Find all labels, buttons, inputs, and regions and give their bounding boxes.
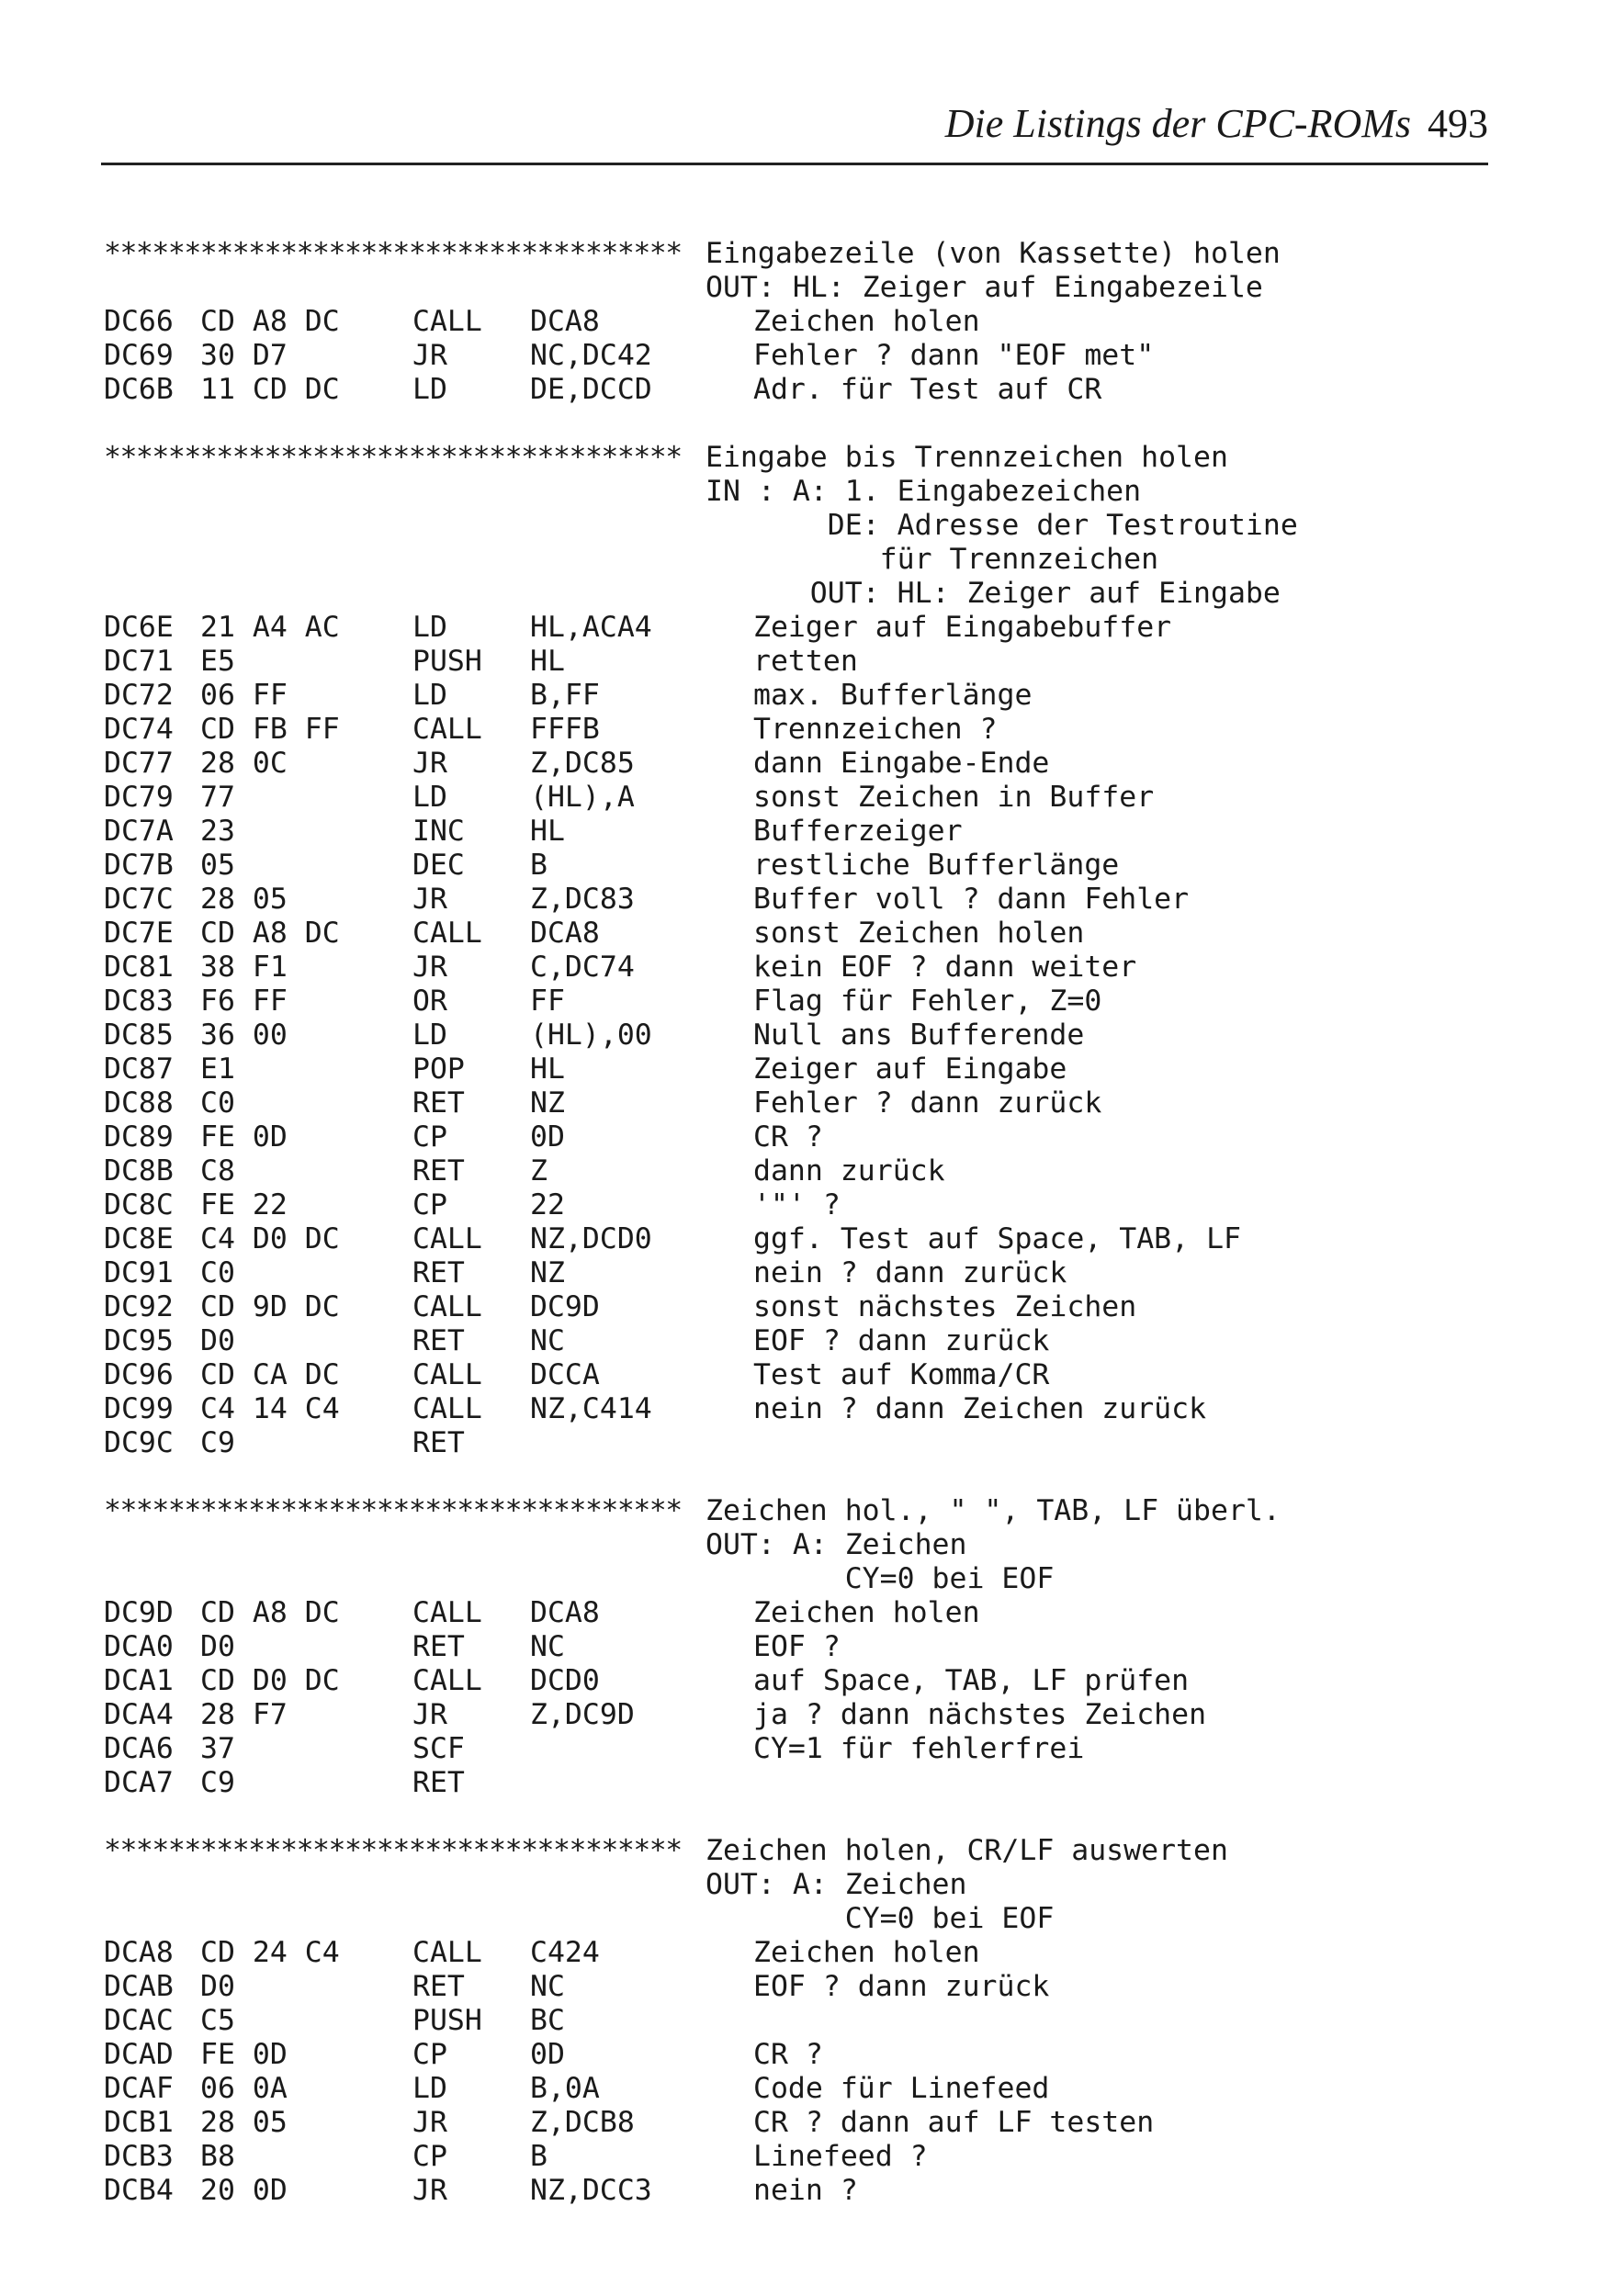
opcode-bytes: F6 FF: [200, 985, 288, 1018]
running-title: [945, 96, 1488, 152]
code-line: [104, 2140, 1500, 2174]
mnemonic: CALL: [412, 917, 482, 950]
comment: Zeichen holen: [753, 1596, 980, 1629]
code-line: [104, 1732, 1500, 1766]
address: DC85: [104, 1019, 174, 1052]
operand: DC9D: [530, 1290, 600, 1323]
mnemonic: LD: [412, 373, 447, 406]
opcode-bytes: CD CA DC: [200, 1358, 340, 1391]
address: DC9D: [104, 1596, 174, 1629]
address: DC7A: [104, 815, 174, 848]
address: DCA4: [104, 1698, 174, 1731]
opcode-bytes: FE 0D: [200, 2038, 288, 2071]
routine-description: Eingabezeile (von Kassette) holen: [706, 237, 1281, 270]
code-line: [104, 1222, 1500, 1256]
comment: ja ? dann nächstes Zeichen: [753, 1698, 1207, 1731]
opcode-bytes: C8: [200, 1154, 235, 1187]
mnemonic: CALL: [412, 1222, 482, 1255]
routine-header-line: [104, 1562, 1500, 1596]
code-line: [104, 645, 1500, 679]
assembler-listing: [104, 237, 1500, 2208]
code-line: [104, 1392, 1500, 1426]
comment: sonst nächstes Zeichen: [753, 1290, 1137, 1323]
address: DCAD: [104, 2038, 174, 2071]
mnemonic: CP: [412, 2038, 447, 2071]
operand: 0D: [530, 1120, 565, 1154]
opcode-bytes: CD A8 DC: [200, 917, 340, 950]
mnemonic: CALL: [412, 1290, 482, 1323]
address: DC8C: [104, 1188, 174, 1221]
comment: kein EOF ? dann weiter: [753, 951, 1137, 984]
operand: B: [530, 849, 548, 882]
comment: Linefeed ?: [753, 2140, 928, 2173]
code-line: [104, 1766, 1500, 1800]
code-line: [104, 1970, 1500, 2004]
opcode-bytes: 28 05: [200, 2106, 288, 2139]
address: DC77: [104, 747, 174, 780]
comment: Zeiger auf Eingabebuffer: [753, 611, 1172, 644]
comment: CR ?: [753, 1120, 823, 1154]
comment: Null ans Bufferende: [753, 1019, 1085, 1052]
comment: Bufferzeiger: [753, 815, 963, 848]
routine-description: OUT: HL: Zeiger auf Eingabe: [706, 577, 1281, 610]
mnemonic: JR: [412, 2174, 447, 2207]
opcode-bytes: C4 D0 DC: [200, 1222, 340, 1255]
routine-description: CY=0 bei EOF: [706, 1902, 1055, 1935]
address: DC7E: [104, 917, 174, 950]
comment: Adr. für Test auf CR: [753, 373, 1102, 406]
code-line: [104, 747, 1500, 781]
address: DC88: [104, 1086, 174, 1120]
address: DC92: [104, 1290, 174, 1323]
mnemonic: CALL: [412, 1596, 482, 1629]
opcode-bytes: D0: [200, 1970, 235, 2003]
code-line: [104, 985, 1500, 1019]
code-line: [104, 849, 1500, 883]
routine-header-line: [104, 475, 1500, 509]
opcode-bytes: 28 0C: [200, 747, 288, 780]
comment: dann Eingabe-Ende: [753, 747, 1050, 780]
address: DC91: [104, 1256, 174, 1289]
chapter-title: Die Listings der CPC-ROMs: [944, 101, 1411, 146]
code-line: [104, 2072, 1500, 2106]
opcode-bytes: D0: [200, 1630, 235, 1663]
address: DC96: [104, 1358, 174, 1391]
operand: HL,ACA4: [530, 611, 652, 644]
address: DCB4: [104, 2174, 174, 2207]
opcode-bytes: CD A8 DC: [200, 305, 340, 338]
opcode-bytes: FE 22: [200, 1188, 288, 1221]
address: DC95: [104, 1324, 174, 1357]
comment: Zeichen holen: [753, 1936, 980, 1969]
mnemonic: LD: [412, 611, 447, 644]
routine-header-line: [104, 237, 1500, 271]
opcode-bytes: 21 A4 AC: [200, 611, 340, 644]
operand: B,FF: [530, 679, 600, 712]
opcode-bytes: 20 0D: [200, 2174, 288, 2207]
operand: Z,DC85: [530, 747, 635, 780]
opcode-bytes: E1: [200, 1052, 235, 1086]
opcode-bytes: 36 00: [200, 1019, 288, 1052]
operand: Z,DC83: [530, 883, 635, 916]
code-line: [104, 1426, 1500, 1460]
mnemonic: CALL: [412, 305, 482, 338]
mnemonic: JR: [412, 883, 447, 916]
comment: Test auf Komma/CR: [753, 1358, 1050, 1391]
comment: '"' ?: [753, 1188, 841, 1221]
operand: NC: [530, 1970, 565, 2003]
opcode-bytes: C0: [200, 1086, 235, 1120]
opcode-bytes: C5: [200, 2004, 235, 2037]
opcode-bytes: 06 0A: [200, 2072, 288, 2105]
routine-header-line: [104, 1902, 1500, 1936]
routine-block: [104, 237, 1500, 407]
routine-header-line: [104, 441, 1500, 475]
routine-block: [104, 407, 1500, 1460]
code-line: [104, 2106, 1500, 2140]
code-line: [104, 1358, 1500, 1392]
mnemonic: RET: [412, 1256, 465, 1289]
routine-description: DE: Adresse der Testroutine: [706, 509, 1298, 542]
code-line: [104, 1630, 1500, 1664]
mnemonic: CP: [412, 1188, 447, 1221]
address: DCAB: [104, 1970, 174, 2003]
opcode-bytes: CD D0 DC: [200, 1664, 340, 1697]
mnemonic: LD: [412, 1019, 447, 1052]
operand: B: [530, 2140, 548, 2173]
separator-stars: ************************************: [104, 1494, 682, 1527]
code-line: [104, 1019, 1500, 1052]
opcode-bytes: CD FB FF: [200, 713, 340, 746]
code-line: [104, 1936, 1500, 1970]
routine-header-line: [104, 271, 1500, 305]
opcode-bytes: B8: [200, 2140, 235, 2173]
code-line: [104, 1290, 1500, 1324]
comment: EOF ? dann zurück: [753, 1970, 1050, 2003]
address: DC7C: [104, 883, 174, 916]
mnemonic: SCF: [412, 1732, 465, 1765]
operand: Z,DC9D: [530, 1698, 635, 1731]
opcode-bytes: 05: [200, 849, 235, 882]
code-line: [104, 1086, 1500, 1120]
code-line: [104, 2174, 1500, 2208]
code-line: [104, 679, 1500, 713]
code-line: [104, 1052, 1500, 1086]
address: DC79: [104, 781, 174, 814]
address: DCAC: [104, 2004, 174, 2037]
operand: NZ: [530, 1256, 565, 1289]
opcode-bytes: C0: [200, 1256, 235, 1289]
comment: nein ? dann Zeichen zurück: [753, 1392, 1207, 1425]
comment: nein ?: [753, 2174, 858, 2207]
address: DC9C: [104, 1426, 174, 1459]
routine-header-line: [104, 577, 1500, 611]
operand: HL: [530, 815, 565, 848]
operand: DCA8: [530, 917, 600, 950]
mnemonic: RET: [412, 1324, 465, 1357]
mnemonic: CALL: [412, 1358, 482, 1391]
comment: CR ? dann auf LF testen: [753, 2106, 1155, 2139]
mnemonic: JR: [412, 1698, 447, 1731]
code-line: [104, 1188, 1500, 1222]
operand: Z,DCB8: [530, 2106, 635, 2139]
mnemonic: JR: [412, 2106, 447, 2139]
operand: BC: [530, 2004, 565, 2037]
operand: 22: [530, 1188, 565, 1221]
code-line: [104, 2004, 1500, 2038]
opcode-bytes: 11 CD DC: [200, 373, 340, 406]
code-line: [104, 1664, 1500, 1698]
mnemonic: RET: [412, 1766, 465, 1799]
address: DC69: [104, 339, 174, 372]
routine-header-line: [104, 1834, 1500, 1868]
opcode-bytes: 23: [200, 815, 235, 848]
page-number: 493: [1428, 101, 1488, 146]
opcode-bytes: 38 F1: [200, 951, 288, 984]
mnemonic: RET: [412, 1630, 465, 1663]
mnemonic: INC: [412, 815, 465, 848]
mnemonic: RET: [412, 1426, 465, 1459]
code-line: [104, 1324, 1500, 1358]
address: DC74: [104, 713, 174, 746]
code-line: [104, 1120, 1500, 1154]
routine-header-line: [104, 1494, 1500, 1528]
mnemonic: RET: [412, 1154, 465, 1187]
operand: DCCA: [530, 1358, 600, 1391]
mnemonic: CALL: [412, 1664, 482, 1697]
opcode-bytes: E5: [200, 645, 235, 678]
mnemonic: CALL: [412, 1392, 482, 1425]
code-line: [104, 1256, 1500, 1290]
routine-block: [104, 1460, 1500, 1800]
mnemonic: POP: [412, 1052, 465, 1086]
address: DCA7: [104, 1766, 174, 1799]
spacer: [104, 407, 1500, 441]
mnemonic: CP: [412, 2140, 447, 2173]
address: DCA1: [104, 1664, 174, 1697]
code-line: [104, 2038, 1500, 2072]
comment: Trennzeichen ?: [753, 713, 998, 746]
comment: EOF ? dann zurück: [753, 1324, 1050, 1357]
address: DCA0: [104, 1630, 174, 1663]
routine-block: [104, 1800, 1500, 2208]
operand: HL: [530, 1052, 565, 1086]
mnemonic: OR: [412, 985, 447, 1018]
mnemonic: DEC: [412, 849, 465, 882]
address: DC89: [104, 1120, 174, 1154]
address: DCA6: [104, 1732, 174, 1765]
routine-description: OUT: A: Zeichen: [706, 1868, 967, 1901]
code-line: [104, 951, 1500, 985]
comment: Code für Linefeed: [753, 2072, 1050, 2105]
operand: DCA8: [530, 1596, 600, 1629]
comment: sonst Zeichen holen: [753, 917, 1085, 950]
operand: NC,DC42: [530, 339, 652, 372]
address: DC87: [104, 1052, 174, 1086]
operand: NZ,DCD0: [530, 1222, 652, 1255]
comment: Fehler ? dann zurück: [753, 1086, 1102, 1120]
operand: NZ,DCC3: [530, 2174, 652, 2207]
comment: retten: [753, 645, 858, 678]
code-line: [104, 713, 1500, 747]
address: DC81: [104, 951, 174, 984]
operand: NZ,C414: [530, 1392, 652, 1425]
separator-stars: ************************************: [104, 441, 682, 474]
spacer: [104, 1460, 1500, 1494]
opcode-bytes: C4 14 C4: [200, 1392, 340, 1425]
mnemonic: LD: [412, 2072, 447, 2105]
opcode-bytes: CD 24 C4: [200, 1936, 340, 1969]
page-header: [101, 96, 1488, 165]
opcode-bytes: 30 D7: [200, 339, 288, 372]
opcode-bytes: 06 FF: [200, 679, 288, 712]
opcode-bytes: 37: [200, 1732, 235, 1765]
operand: NZ: [530, 1086, 565, 1120]
opcode-bytes: 77: [200, 781, 235, 814]
code-line: [104, 373, 1500, 407]
operand: DCD0: [530, 1664, 600, 1697]
mnemonic: RET: [412, 1970, 465, 2003]
separator-stars: ************************************: [104, 1834, 682, 1867]
code-line: [104, 1698, 1500, 1732]
mnemonic: LD: [412, 679, 447, 712]
address: DCB3: [104, 2140, 174, 2173]
code-line: [104, 1154, 1500, 1188]
operand: HL: [530, 645, 565, 678]
mnemonic: PUSH: [412, 645, 482, 678]
operand: DE,DCCD: [530, 373, 652, 406]
opcode-bytes: 28 05: [200, 883, 288, 916]
routine-description: OUT: A: Zeichen: [706, 1528, 967, 1561]
operand: C424: [530, 1936, 600, 1969]
routine-header-line: [104, 1868, 1500, 1902]
address: DC99: [104, 1392, 174, 1425]
mnemonic: CALL: [412, 1936, 482, 1969]
address: DC71: [104, 645, 174, 678]
opcode-bytes: C9: [200, 1426, 235, 1459]
code-line: [104, 305, 1500, 339]
mnemonic: CALL: [412, 713, 482, 746]
operand: FFFB: [530, 713, 600, 746]
address: DC8E: [104, 1222, 174, 1255]
operand: NC: [530, 1630, 565, 1663]
comment: Zeiger auf Eingabe: [753, 1052, 1067, 1086]
separator-stars: ************************************: [104, 237, 682, 270]
routine-header-line: [104, 543, 1500, 577]
comment: restliche Bufferlänge: [753, 849, 1120, 882]
address: DC6E: [104, 611, 174, 644]
opcode-bytes: 28 F7: [200, 1698, 288, 1731]
address: DC7B: [104, 849, 174, 882]
operand: B,0A: [530, 2072, 600, 2105]
address: DC66: [104, 305, 174, 338]
comment: sonst Zeichen in Buffer: [753, 781, 1155, 814]
comment: Buffer voll ? dann Fehler: [753, 883, 1190, 916]
code-line: [104, 883, 1500, 917]
comment: ggf. Test auf Space, TAB, LF: [753, 1222, 1242, 1255]
comment: auf Space, TAB, LF prüfen: [753, 1664, 1190, 1697]
code-line: [104, 815, 1500, 849]
comment: CY=1 für fehlerfrei: [753, 1732, 1085, 1765]
opcode-bytes: FE 0D: [200, 1120, 288, 1154]
mnemonic: RET: [412, 1086, 465, 1120]
routine-description: OUT: HL: Zeiger auf Eingabezeile: [706, 271, 1263, 304]
routine-description: CY=0 bei EOF: [706, 1562, 1055, 1595]
operand: 0D: [530, 2038, 565, 2071]
routine-header-line: [104, 1528, 1500, 1562]
code-line: [104, 781, 1500, 815]
operand: Z: [530, 1154, 548, 1187]
mnemonic: JR: [412, 747, 447, 780]
opcode-bytes: CD 9D DC: [200, 1290, 340, 1323]
address: DCB1: [104, 2106, 174, 2139]
routine-description: Zeichen hol., " ", TAB, LF überl.: [706, 1494, 1281, 1527]
routine-header-line: [104, 509, 1500, 543]
code-line: [104, 611, 1500, 645]
address: DC72: [104, 679, 174, 712]
operand: FF: [530, 985, 565, 1018]
code-line: [104, 917, 1500, 951]
opcode-bytes: D0: [200, 1324, 235, 1357]
operand: (HL),00: [530, 1019, 652, 1052]
address: DC8B: [104, 1154, 174, 1187]
comment: dann zurück: [753, 1154, 945, 1187]
operand: (HL),A: [530, 781, 635, 814]
routine-description: Eingabe bis Trennzeichen holen: [706, 441, 1228, 474]
mnemonic: CP: [412, 1120, 447, 1154]
comment: nein ? dann zurück: [753, 1256, 1067, 1289]
address: DCA8: [104, 1936, 174, 1969]
comment: Zeichen holen: [753, 305, 980, 338]
comment: Fehler ? dann "EOF met": [753, 339, 1155, 372]
operand: DCA8: [530, 305, 600, 338]
mnemonic: JR: [412, 339, 447, 372]
opcode-bytes: C9: [200, 1766, 235, 1799]
mnemonic: LD: [412, 781, 447, 814]
comment: CR ?: [753, 2038, 823, 2071]
routine-description: für Trennzeichen: [706, 543, 1159, 576]
address: DCAF: [104, 2072, 174, 2105]
address: DC6B: [104, 373, 174, 406]
operand: C,DC74: [530, 951, 635, 984]
routine-description: Zeichen holen, CR/LF auswerten: [706, 1834, 1228, 1867]
comment: max. Bufferlänge: [753, 679, 1033, 712]
comment: Flag für Fehler, Z=0: [753, 985, 1102, 1018]
code-line: [104, 1596, 1500, 1630]
operand: NC: [530, 1324, 565, 1357]
routine-description: IN : A: 1. Eingabezeichen: [706, 475, 1142, 508]
spacer: [104, 1800, 1500, 1834]
comment: EOF ?: [753, 1630, 841, 1663]
code-line: [104, 339, 1500, 373]
opcode-bytes: CD A8 DC: [200, 1596, 340, 1629]
mnemonic: JR: [412, 951, 447, 984]
mnemonic: PUSH: [412, 2004, 482, 2037]
address: DC83: [104, 985, 174, 1018]
